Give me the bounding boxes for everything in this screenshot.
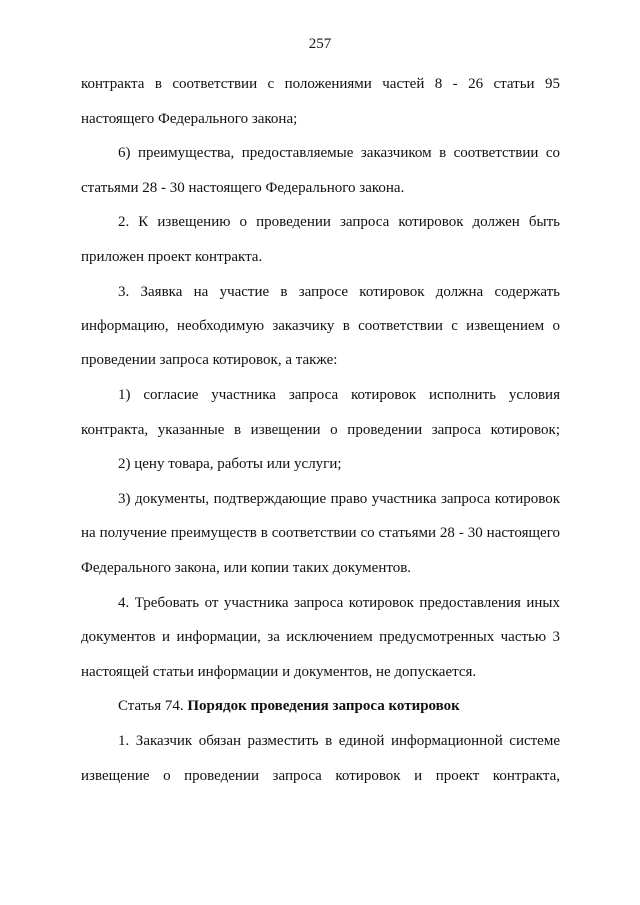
article-heading — [118, 696, 560, 716]
text-line: 6) преимущества, предоставляемые заказчиком в соответствии со — [118, 145, 560, 161]
text-line: 2. К извещению о проведении запроса котировок должен быть — [118, 214, 560, 230]
text-line: 2) цену товара, работы или услуги; — [118, 456, 342, 472]
text-line: приложен проект контракта. — [81, 249, 263, 265]
text-line: проведении запроса котировок, а также: — [81, 352, 338, 368]
text-line: документов и информации, за исключением предусмотренных частью 3 — [81, 629, 560, 645]
text-line: 1) согласие участника запроса котировок исполнить условия — [118, 387, 560, 403]
article-number: Статья 74. — [118, 698, 188, 714]
text-line: настоящей статьи информации и документов, не допускается. — [81, 664, 477, 680]
text-line: информацию, необходимую заказчику в соответствии с извещением о — [81, 318, 560, 334]
text-line: статьями 28 - 30 настоящего Федерального закона. — [81, 180, 405, 196]
page-number: 257 — [308, 36, 332, 52]
text-line: 3. Заявка на участие в запросе котировок должна содержать — [118, 284, 560, 300]
text-line: контракта, указанные в извещении о проведении запроса котировок; — [81, 422, 560, 438]
text-line: 1. Заказчик обязан разместить в единой информационной системе — [118, 733, 560, 749]
text-line: контракта в соответствии с положениями частей 8 - 26 статьи 95 — [81, 76, 560, 92]
text-line: 3) документы, подтверждающие право участника запроса котировок — [118, 491, 560, 507]
text-line: на получение преимуществ в соответствии со статьями 28 - 30 настоящего — [81, 525, 560, 541]
text-line: 4. Требовать от участника запроса котировок предоставления иных — [118, 595, 560, 611]
text-line: Федерального закона, или копии таких документов. — [81, 560, 412, 576]
text-line: извещение о проведении запроса котировок и проект контракта, — [81, 768, 560, 784]
article-title: Порядок проведения запроса котировок — [187, 698, 460, 714]
text-line: настоящего Федерального закона; — [81, 111, 298, 127]
